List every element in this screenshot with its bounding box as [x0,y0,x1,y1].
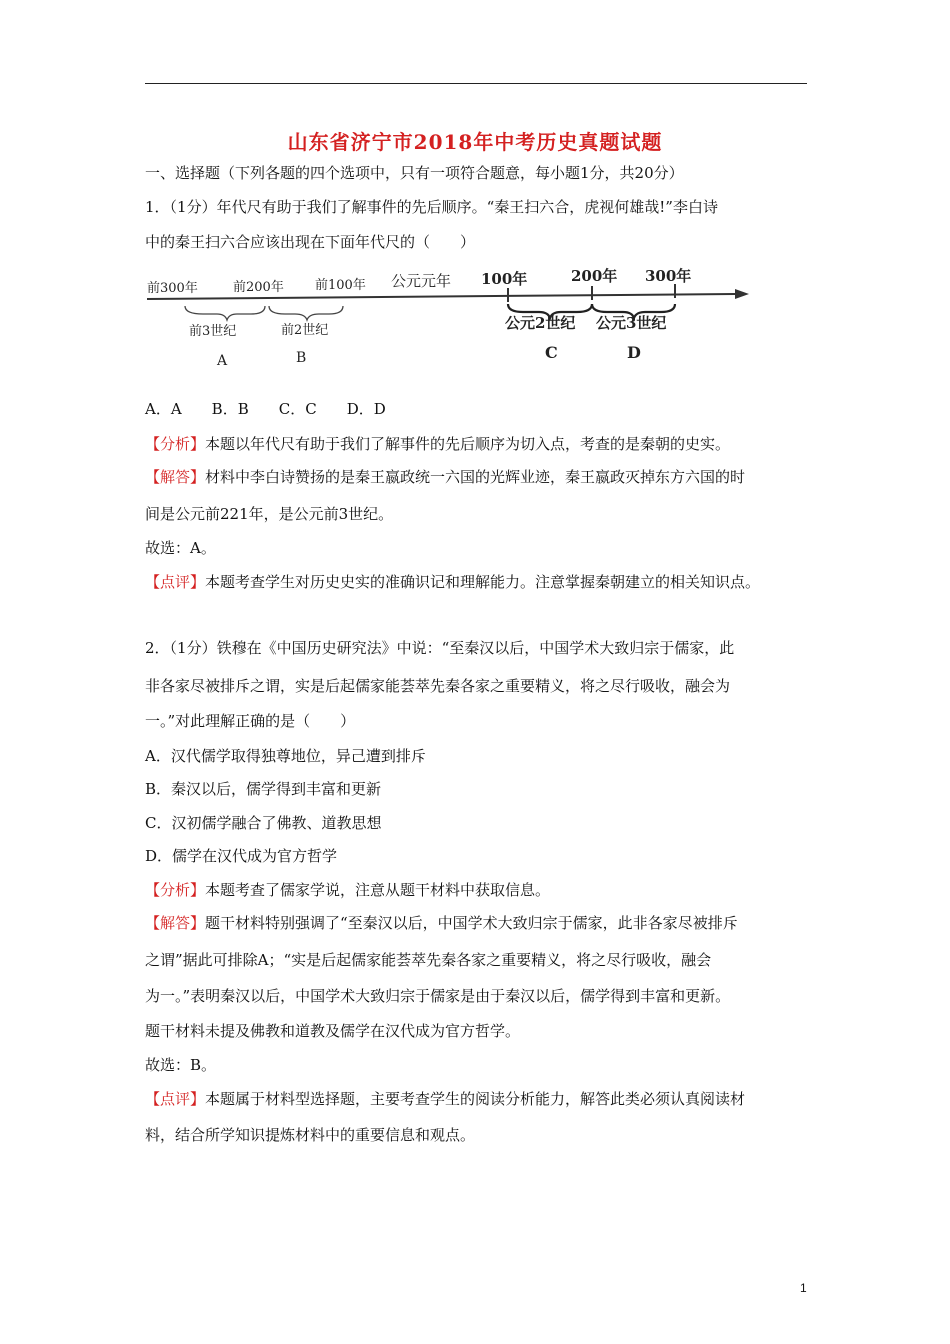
q2-answer-line4: 题干材料未提及佛教和道教及儒学在汉代成为官方哲学。 [145,1022,521,1040]
q1-answer-line2: 间是公元前221年，是公元前3世纪。 [145,505,394,523]
q2-choice: 故选：B。 [145,1056,217,1074]
tick-label-bc200: 前200年 [233,280,284,295]
answer-tag: 【解答】 [145,914,206,932]
header-rule [145,83,807,84]
q1-answer-line1 [145,467,745,487]
section-header: 一、选择题（下列各题的四个选项中，只有一项符合题意，每小题1分，共20分） [145,164,684,182]
letter-B: B [296,350,307,366]
q2-option-a: A．汉代儒学取得独尊地位，异己遭到排斥 [145,747,426,765]
tick-label-bc300: 前300年 [147,281,198,296]
tick-label-ad1: 公元元年 [391,272,452,290]
q2-comment-text1: 本题属于材料型选择题，主要考查学生的阅读分析能力，解答此类必须认真阅读材 [205,1090,746,1108]
q1-stem-line1: 1．（1分）年代尺有助于我们了解事件的先后顺序。“秦王扫六合，虎视何雄哉!”李白诗 [145,198,718,216]
analysis-tag: 【分析】 [145,881,206,899]
q1-answer-text1: 材料中李白诗赞扬的是秦王嬴政统一六国的光辉业迹，秦王嬴政灭掉东方六国的时 [205,468,746,486]
q2-stem-line3: 一。”对此理解正确的是（ ） [145,712,356,730]
q2-comment-line2: 料，结合所学知识提炼材料中的重要信息和观点。 [145,1126,476,1144]
q2-option-d: D．儒学在汉代成为官方哲学 [145,847,338,865]
letter-C: C [545,343,558,362]
q1-option-a: A．A [145,400,182,418]
q1-stem-line2: 中的秦王扫六合应该出现在下面年代尺的（ ） [145,233,476,251]
tick-label-ad300: 300年 [645,267,692,285]
letter-A: A [217,353,228,369]
span-label-ad3: 公元3世纪 [596,314,667,332]
q2-option-c: C．汉初儒学融合了佛教、道教思想 [145,814,382,832]
q1-option-b: B．B [211,400,249,418]
q2-option-b: B．秦汉以后，儒学得到丰富和更新 [145,780,382,798]
q1-analysis [145,434,730,454]
q2-analysis-text: 本题考查了儒家学说，注意从题干材料中获取信息。 [205,881,551,899]
span-label-ad2: 公元2世纪 [505,314,576,332]
span-label-bc2: 前2世纪 [281,323,329,338]
q1-analysis-text: 本题以年代尺有助于我们了解事件的先后顺序为切入点，考查的是秦朝的史实。 [205,435,731,453]
q2-comment-line1 [145,1089,745,1109]
q1-options [145,399,416,419]
answer-tag: 【解答】 [145,468,206,486]
q1-comment-text: 本题考查学生对历史史实的准确识记和理解能力。注意掌握秦朝建立的相关知识点。 [205,573,761,591]
brace-bc2-century [269,306,343,320]
q2-answer-line1 [145,913,738,933]
span-label-bc3: 前3世纪 [189,324,237,339]
q1-option-c: C．C [278,400,317,418]
comment-tag: 【点评】 [145,1090,206,1108]
timeline-arrowhead [735,289,749,299]
q2-stem-line2: 非各家尽被排斥之谓，实是后起儒家能荟萃先秦各家之重要精义，将之尽行吸收，融会为 [145,677,731,695]
q2-analysis [145,880,550,900]
timeline-figure [145,262,757,380]
page-number: 1 [800,1281,807,1295]
letter-D: D [627,343,641,362]
q1-choice: 故选：A。 [145,539,216,557]
tick-label-bc100: 前100年 [315,278,366,293]
tick-label-ad100: 100年 [481,270,528,288]
brace-bc3-century [185,306,265,320]
q1-option-d: D．D [346,400,386,418]
tick-label-ad200: 200年 [571,267,618,285]
q1-comment [145,572,760,592]
analysis-tag: 【分析】 [145,435,206,453]
comment-tag: 【点评】 [145,573,206,591]
q2-answer-line2: 之谓”据此可排除A；“实是后起儒家能荟萃先秦各家之重要精义，将之尽行吸收，融会 [145,951,712,969]
q2-answer-line3: 为一。”表明秦汉以后，中国学术大致归宗于儒家是由于秦汉以后，儒学得到丰富和更新。 [145,987,731,1005]
q2-stem-line1: 2．（1分）铁穆在《中国历史研究法》中说：“至秦汉以后，中国学术大致归宗于儒家，此 [145,639,735,657]
page-title: 山东省济宁市2018年中考历史真题试题 [287,130,663,154]
q2-answer-text1: 题干材料特别强调了“至秦汉以后，中国学术大致归宗于儒家，此非各家尽被排斥 [205,914,738,932]
